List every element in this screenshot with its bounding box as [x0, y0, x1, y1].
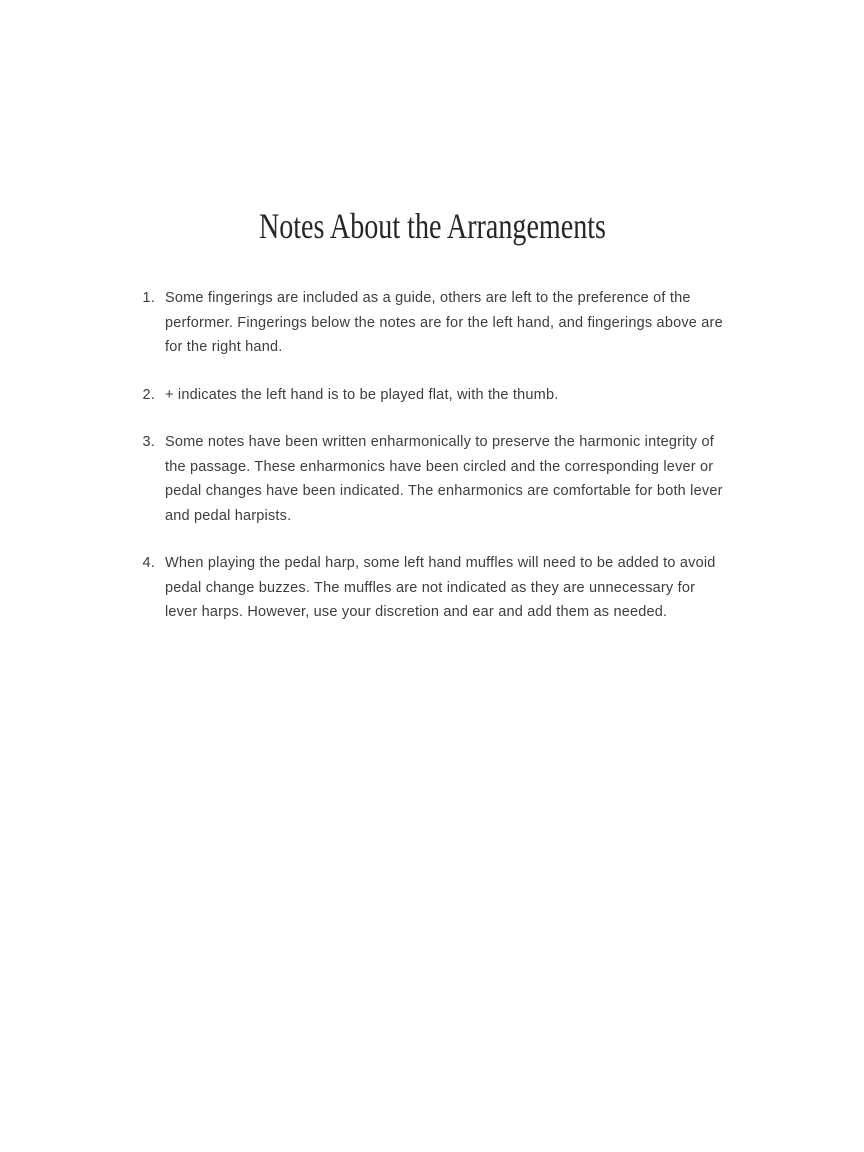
list-item-number: 4. — [142, 555, 155, 571]
list-item — [141, 286, 733, 360]
list-item-text: Some notes have been written enharmonically to preserve the harmonic integrity of the passage. These enharmonics have been circled and the corresponding lever or pedal changes have been indicated. The enharmonics are comfortable for both lever and pedal harpists. — [165, 434, 723, 524]
title-container — [0, 205, 864, 247]
list-item-text: + indicates the left hand is to be played flat, with the thumb. — [165, 386, 559, 403]
list-item-number: 1. — [142, 290, 155, 306]
list-item-number: 3. — [142, 434, 155, 450]
list-item — [141, 551, 733, 625]
notes-list — [141, 286, 733, 648]
list-item-text: When playing the pedal harp, some left hand muffles will need to be added to avoid pedal change buzzes. The muffles are not indicated as they are unnecessary for lever harps. However, use your discretion and ear and add them as needed. — [165, 555, 716, 620]
list-item-text: Some fingerings are included as a guide, others are left to the preference of the performer. Fingerings below the notes are for the left hand, and fingerings above are for the right hand. — [165, 290, 723, 355]
list-item — [141, 383, 733, 408]
list-item — [141, 430, 733, 528]
page-title: Notes About the Arrangements — [258, 206, 606, 246]
list-item-number: 2. — [142, 386, 155, 403]
